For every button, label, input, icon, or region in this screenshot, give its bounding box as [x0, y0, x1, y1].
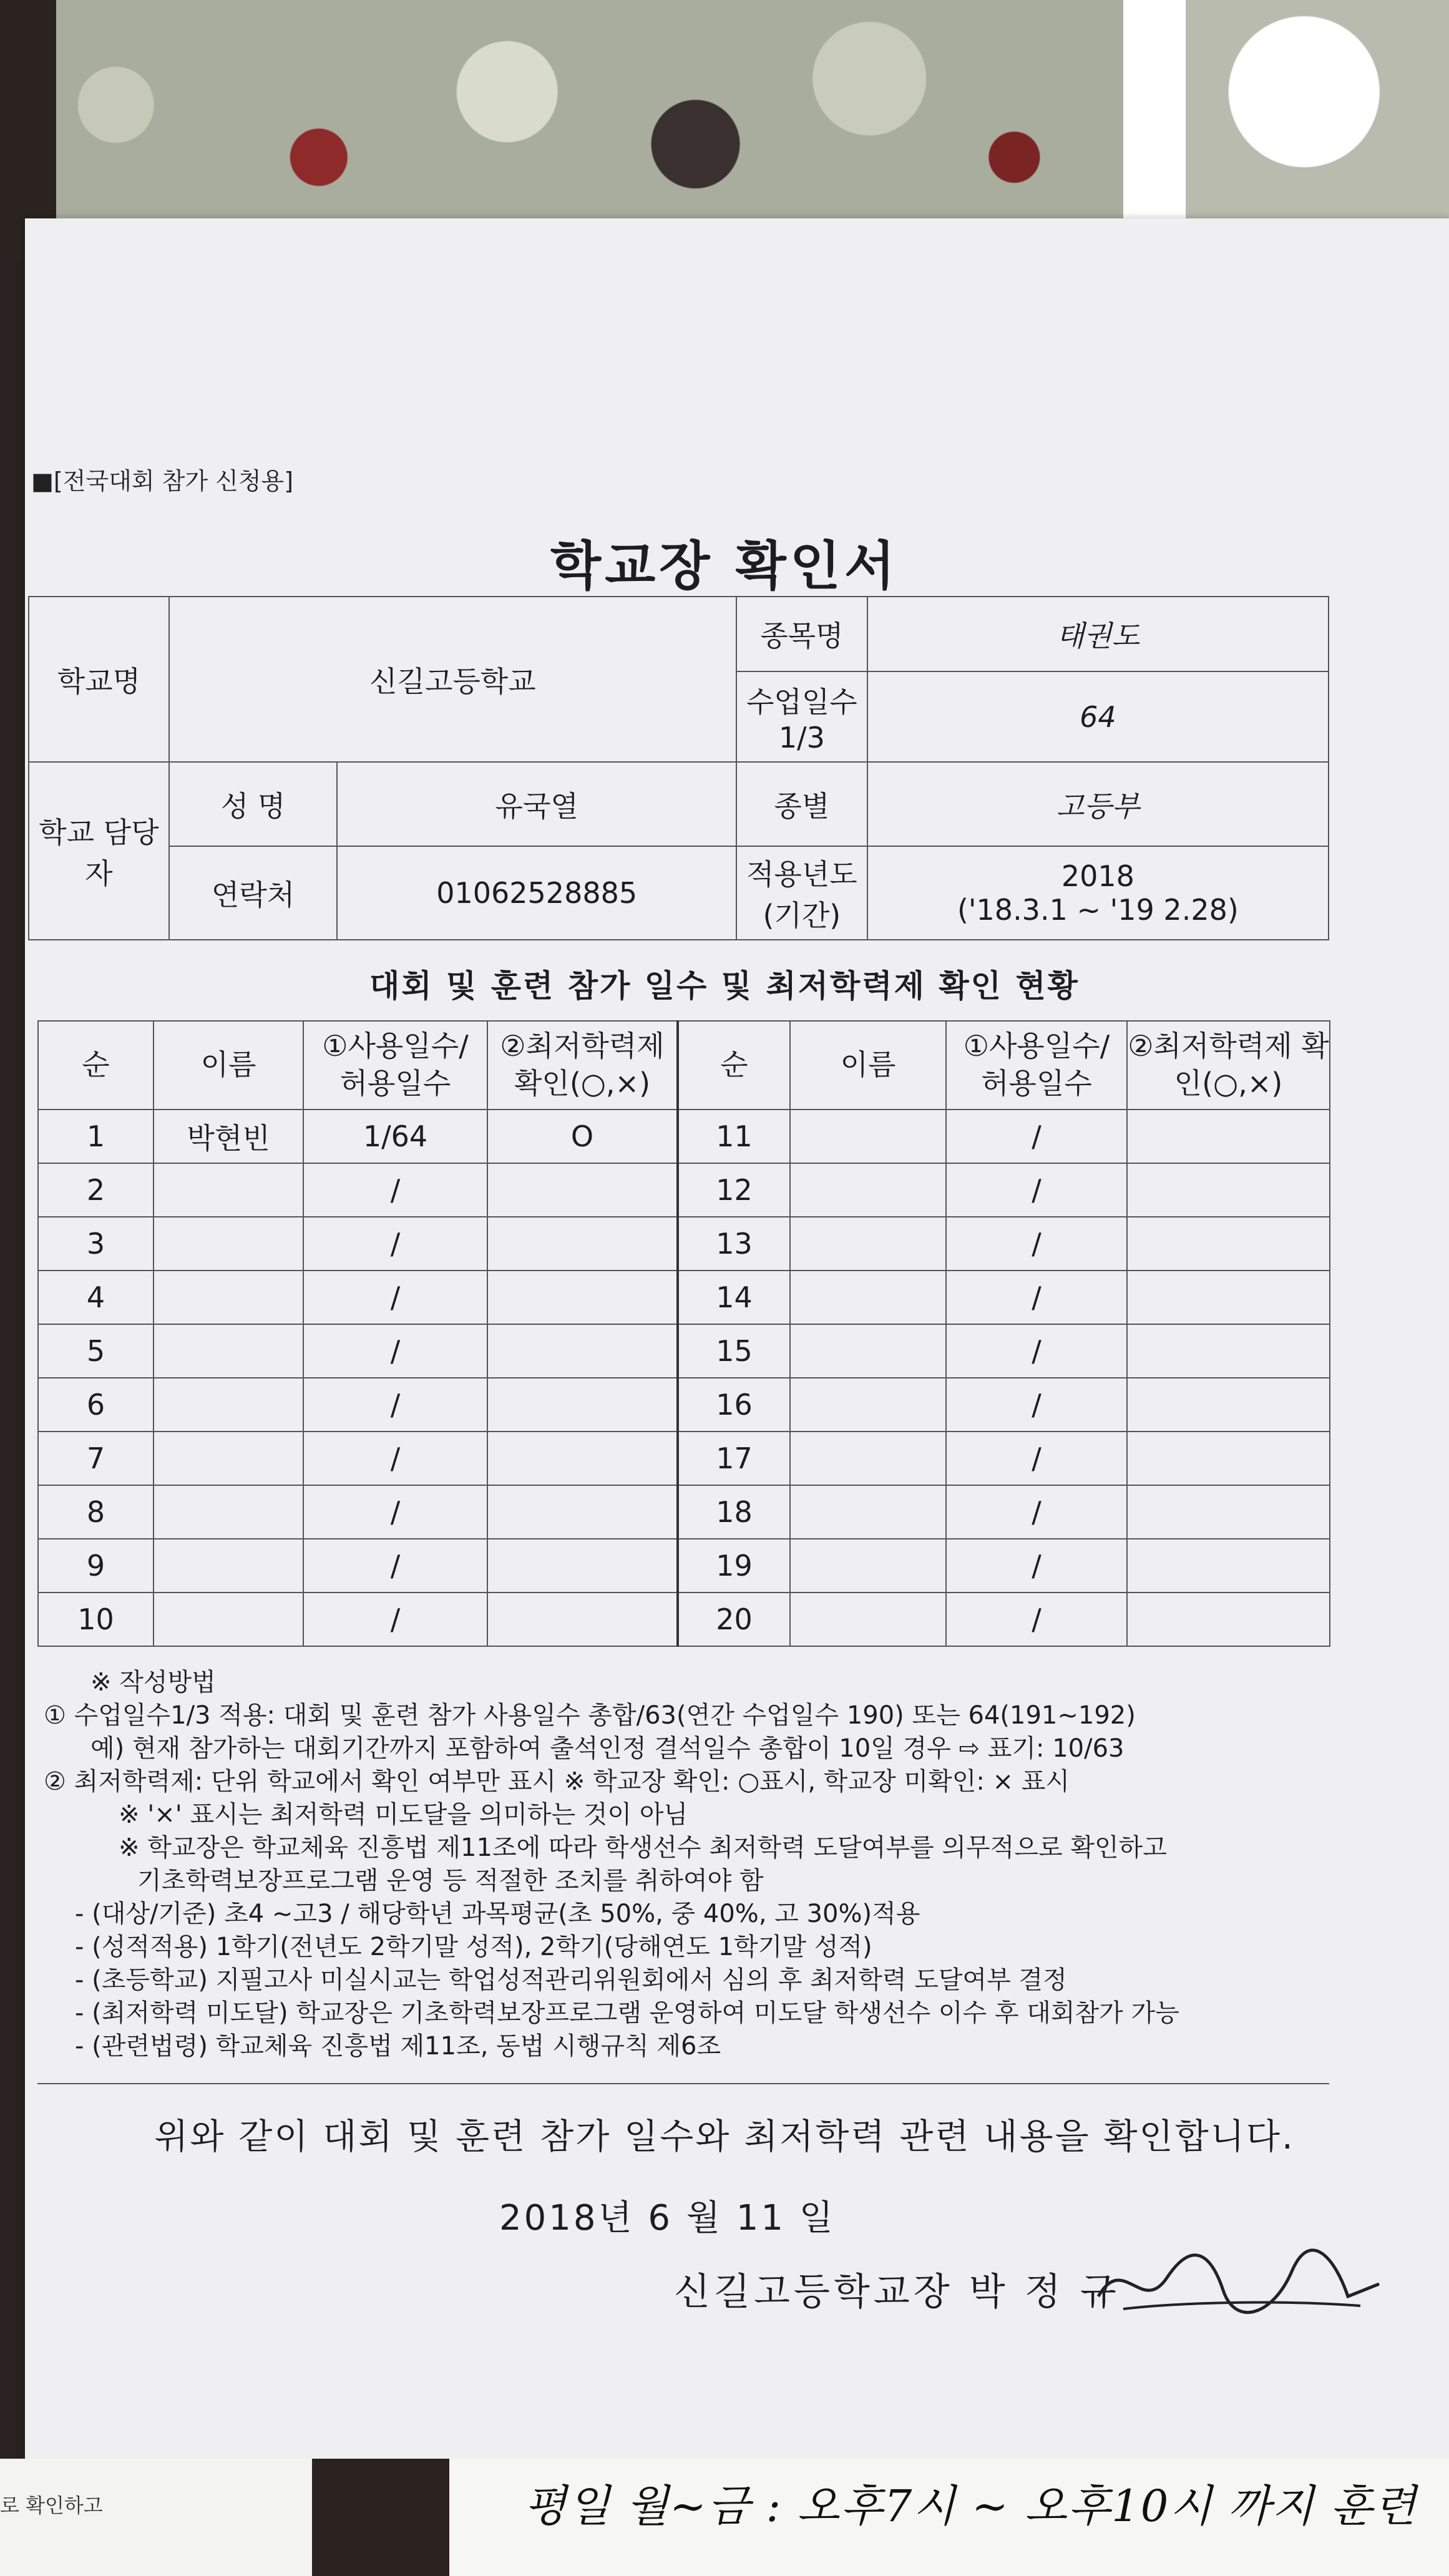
note-line: ※ '×' 표시는 최저학력 미도달을 의미하는 것이 아님	[119, 1800, 688, 1829]
row-check	[487, 1378, 678, 1432]
event-value: 태권도	[867, 597, 1329, 671]
confirmation-statement: 위와 같이 대회 및 훈련 참가 일수와 최저학력 관련 내용을 확인합니다.	[154, 2117, 1295, 2157]
period-value: ('18.3.1 ~ '19 2.28)	[957, 893, 1239, 927]
row-days: /	[303, 1593, 487, 1646]
row-name	[154, 1324, 303, 1378]
row-days: /	[946, 1485, 1127, 1539]
row-days: /	[946, 1271, 1127, 1324]
manager-label: 학교 담당자	[29, 762, 169, 940]
row-no: 10	[38, 1593, 154, 1646]
contact-value: 01062528885	[337, 846, 736, 940]
note-line: - (대상/기준) 초4 ~고3 / 해당학년 과목평균(초 50%, 중 40%, 고 30%)적용	[75, 1900, 920, 1928]
note-heading: ※ 작성방법	[90, 1668, 216, 1697]
table-row	[38, 1593, 1330, 1646]
row-check	[487, 1271, 678, 1324]
division-value: 고등부	[867, 762, 1329, 846]
name-label: 성 명	[169, 762, 338, 846]
row-no: 17	[678, 1432, 790, 1485]
row-check	[487, 1485, 678, 1539]
row-name	[790, 1163, 946, 1217]
row-no: 9	[38, 1539, 154, 1593]
note-line: - (초등학교) 지필고사 미실시교는 학업성적관리위원회에서 심의 후 최저학력 도달여부 결정	[75, 1966, 1067, 1994]
table-row	[38, 1217, 1330, 1271]
row-name	[790, 1110, 946, 1163]
row-name	[154, 1271, 303, 1324]
days-value: 64	[867, 671, 1329, 762]
document-title: 학교장 확인서	[550, 535, 899, 597]
row-name	[790, 1593, 946, 1646]
row-name	[154, 1539, 303, 1593]
header-days: ①사용일수/ 허용일수	[303, 1021, 487, 1110]
row-check	[1127, 1324, 1330, 1378]
row-days: /	[303, 1271, 487, 1324]
row-days: /	[946, 1324, 1127, 1378]
row-name	[790, 1271, 946, 1324]
row-no: 12	[678, 1163, 790, 1217]
row-name	[154, 1432, 303, 1485]
row-no: 11	[678, 1110, 790, 1163]
issue-date: 2018년 6 월 11 일	[499, 2198, 836, 2238]
contact-label: 연락처	[169, 846, 338, 940]
row-no: 2	[38, 1163, 154, 1217]
row-days: /	[303, 1539, 487, 1593]
row-no: 18	[678, 1485, 790, 1539]
days-label: 수업일수 1/3	[736, 671, 867, 762]
roster-body	[38, 1110, 1330, 1646]
row-check	[487, 1163, 678, 1217]
row-check	[487, 1593, 678, 1646]
note-line: ① 수업일수1/3 적용: 대회 및 훈련 참가 사용일수 총합/63(연간 수업일수 190) 또는 64(191~192)	[44, 1701, 1136, 1730]
row-no: 1	[38, 1110, 154, 1163]
row-check	[1127, 1110, 1330, 1163]
table-row	[38, 1110, 1330, 1163]
header-check: ②최저학력제 확인(○,×)	[487, 1021, 678, 1110]
row-no: 4	[38, 1271, 154, 1324]
row-check	[1127, 1593, 1330, 1646]
note-line: ② 최저학력제: 단위 학교에서 확인 여부만 표시 ※ 학교장 확인: ○표시, 학교장 미확인: × 표시	[44, 1767, 1070, 1796]
table-row	[38, 1432, 1330, 1485]
row-check	[1127, 1539, 1330, 1593]
row-days: /	[946, 1217, 1127, 1271]
row-check	[487, 1324, 678, 1378]
row-name	[154, 1378, 303, 1432]
row-check	[487, 1432, 678, 1485]
school-label: 학교명	[29, 597, 169, 762]
row-days: /	[303, 1217, 487, 1271]
roster-table	[37, 1020, 1330, 1647]
year-label: 적용년도 (기간)	[736, 846, 867, 940]
table-row	[38, 1324, 1330, 1378]
row-no: 6	[38, 1378, 154, 1432]
handwritten-note: 평일 월~금 : 오후7시 ~ 오후10시 까지 훈련	[524, 2481, 1417, 2532]
row-days: /	[303, 1378, 487, 1432]
row-days: /	[946, 1539, 1127, 1593]
note-line: - (최저학력 미도달) 학교장은 기초학력보장프로그램 운영하여 미도달 학생선수 이수 후 대회참가 가능	[75, 1999, 1179, 2027]
row-name	[154, 1485, 303, 1539]
name-value: 유국열	[337, 762, 736, 846]
row-name	[790, 1485, 946, 1539]
note-line: 기초학력보장프로그램 운영 등 적절한 조치를 취하여야 함	[137, 1866, 764, 1895]
note-line: - (성적적용) 1학기(전년도 2학기말 성적), 2학기(당해연도 1학기말 성적)	[75, 1933, 872, 1961]
table-row	[38, 1485, 1330, 1539]
row-days: /	[946, 1593, 1127, 1646]
header-days: ①사용일수/ 허용일수	[946, 1021, 1127, 1110]
row-days: /	[303, 1324, 487, 1378]
header-no: 순	[38, 1021, 154, 1110]
table-row	[38, 1378, 1330, 1432]
header-name: 이름	[154, 1021, 303, 1110]
row-check: O	[487, 1110, 678, 1163]
row-no: 15	[678, 1324, 790, 1378]
row-name	[790, 1324, 946, 1378]
event-label: 종목명	[736, 597, 867, 671]
row-check	[1127, 1485, 1330, 1539]
row-name	[790, 1217, 946, 1271]
row-no: 3	[38, 1217, 154, 1271]
year-cell	[867, 846, 1329, 940]
row-no: 7	[38, 1432, 154, 1485]
row-check	[1127, 1378, 1330, 1432]
row-name	[790, 1432, 946, 1485]
header-name: 이름	[790, 1021, 946, 1110]
row-days: /	[946, 1110, 1127, 1163]
row-name	[790, 1539, 946, 1593]
row-days: /	[946, 1163, 1127, 1217]
row-check	[487, 1539, 678, 1593]
row-no: 13	[678, 1217, 790, 1271]
row-days: /	[303, 1432, 487, 1485]
row-check	[1127, 1432, 1330, 1485]
row-days: /	[946, 1378, 1127, 1432]
instructions	[44, 1666, 1342, 2063]
row-days: /	[946, 1432, 1127, 1485]
bottom-left-text: 로 확인하고	[0, 2494, 103, 2517]
info-table	[28, 596, 1329, 940]
row-no: 14	[678, 1271, 790, 1324]
row-no: 8	[38, 1485, 154, 1539]
row-name	[154, 1163, 303, 1217]
school-value: 신길고등학교	[169, 597, 736, 762]
row-no: 16	[678, 1378, 790, 1432]
row-no: 20	[678, 1593, 790, 1646]
principal-signer: 신길고등학교장 박 정 규	[674, 2270, 1120, 2314]
header-check: ②최저학력제 확인(○,×)	[1127, 1021, 1330, 1110]
note-line: ※ 학교장은 학교체육 진흥법 제11조에 따라 학생선수 최저학력 도달여부를 의무적으로 확인하고	[119, 1833, 1167, 1862]
note-line: - (관련법령) 학교체육 진흥법 제11조, 동법 시행규칙 제6조	[75, 2032, 721, 2061]
row-days: 1/64	[303, 1110, 487, 1163]
row-no: 5	[38, 1324, 154, 1378]
year-value: 2018	[1061, 859, 1134, 893]
division-label: 종별	[736, 762, 867, 846]
row-check	[1127, 1163, 1330, 1217]
note-line: 예) 현재 참가하는 대회기간까지 포함하여 출석인정 결석일수 총합이 10일 경우 ⇨ 표기: 10/63	[90, 1734, 1125, 1763]
form-tag: ■[전국대회 참가 신청용]	[31, 467, 294, 495]
section-title: 대회 및 훈련 참가 일수 및 최저학력제 확인 현황	[369, 968, 1080, 1004]
row-no: 19	[678, 1539, 790, 1593]
table-row	[38, 1271, 1330, 1324]
row-check	[487, 1217, 678, 1271]
table-row	[38, 1539, 1330, 1593]
row-name	[154, 1217, 303, 1271]
row-name	[790, 1378, 946, 1432]
table-row	[38, 1163, 1330, 1217]
row-check	[1127, 1271, 1330, 1324]
divider-line	[37, 2083, 1329, 2084]
row-name: 박현빈	[154, 1110, 303, 1163]
handwritten-signature	[1086, 2240, 1385, 2328]
row-days: /	[303, 1485, 487, 1539]
header-no: 순	[678, 1021, 790, 1110]
row-name	[154, 1593, 303, 1646]
row-check	[1127, 1217, 1330, 1271]
row-days: /	[303, 1163, 487, 1217]
